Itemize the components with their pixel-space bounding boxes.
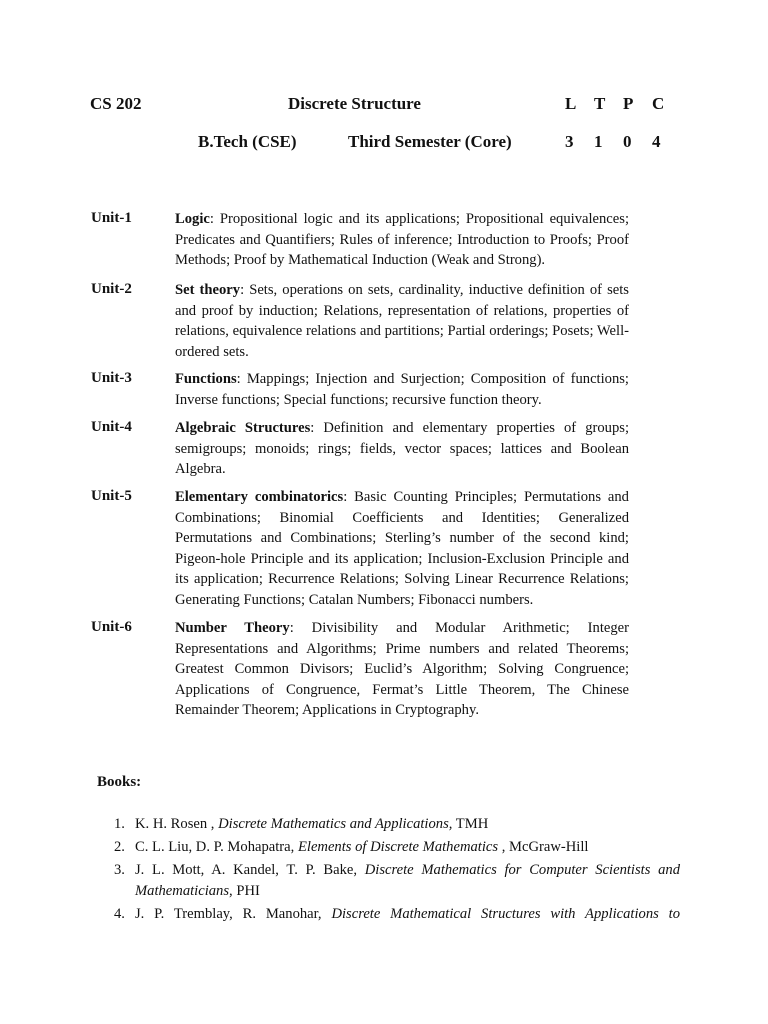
unit-topic-text: : Divisibility and Modular Arithmetic; Integer Representations and Algorithms; Prime numbers and related Theorems; Greatest Common Divisors; Euclid’s Algorithm; Solving Congruence; Applications of Congruence, Fermat’s Little Theorem, The Chinese Remainder Theorem; Applications in Cryptography. [175, 620, 629, 719]
book-item [114, 837, 680, 858]
book-authors: J. P. Tremblay, R. Manohar, [135, 906, 322, 922]
unit-description [175, 369, 629, 410]
book-authors: J. L. Mott, A. Kandel, T. P. Bake, [135, 862, 358, 878]
unit-topic-text: : Sets, operations on sets, cardinality, inductive definition of sets and proof by induction; Relations, representation of relations, properties of relations, equivalence relations and partitions; Partial orderings; Posets; Well-ordered sets. [175, 282, 629, 360]
semester-name: Third Semester (Core) [348, 132, 512, 151]
unit-description [175, 418, 629, 480]
book-title: Discrete Mathematics for Computer Scientists and Mathematicians [135, 862, 681, 899]
course-code: CS 202 [90, 94, 142, 113]
unit-topic: Logic [175, 211, 210, 227]
unit-topic: Algebraic Structures [175, 420, 311, 436]
book-number: 4. [114, 906, 125, 922]
ltpc-label-p: P [623, 94, 634, 113]
book-title: Discrete Mathematical Structures with Applications to [331, 906, 681, 922]
unit-topic: Number Theory [175, 620, 290, 636]
ltpc-value-p: 0 [623, 132, 632, 151]
book-item [114, 904, 680, 925]
course-title: Discrete Structure [288, 94, 421, 113]
book-title: Discrete Mathematics and Applications, [218, 816, 453, 832]
book-title: Elements of Discrete Mathematics [297, 839, 499, 855]
book-item [114, 814, 680, 835]
unit-label: Unit-2 [91, 281, 132, 297]
book-number: 2. [114, 839, 125, 855]
unit-topic: Functions [175, 371, 237, 387]
unit-description [175, 487, 629, 611]
ltpc-label-t: T [594, 94, 606, 113]
book-number: 1. [114, 816, 125, 832]
book-publisher: , PHI [229, 883, 260, 899]
unit-topic-text: : Definition and elementary properties of groups; semigroups; monoids; rings; fields, vector spaces; lattices and Boolean Algebra. [175, 420, 629, 478]
unit-label: Unit-4 [91, 419, 132, 435]
unit-label: Unit-3 [91, 370, 132, 386]
ltpc-value-l: 3 [565, 132, 574, 151]
unit-topic-text: : Basic Counting Principles; Permutations and Combinations; Binomial Coefficients and Identities; Generalized Permutations and Combinations; Sterling’s number of the second kind; Pigeon-hole Principle and its application; Inclusion-Exclusion Principle and its application; Recurrence Relations; Solving Linear Recurrence Relations; Generating Functions; Catalan Numbers; Fibonacci numbers. [175, 489, 629, 608]
unit-topic: Set theory [175, 282, 241, 298]
unit-description [175, 209, 629, 271]
unit-label: Unit-1 [91, 210, 132, 226]
ltpc-values [565, 132, 681, 152]
unit-label: Unit-5 [91, 488, 132, 504]
ltpc-value-c: 4 [652, 132, 661, 151]
unit-description [175, 280, 629, 362]
book-item [114, 860, 680, 902]
book-authors: C. L. Liu, D. P. Mohapatra, [135, 839, 295, 855]
ltpc-label-c: C [652, 94, 665, 113]
unit-topic-text: : Mappings; Injection and Surjection; Composition of functions; Inverse functions; Special functions; recursive function theory. [175, 371, 629, 408]
ltpc-labels [565, 94, 681, 114]
book-number: 3. [114, 862, 125, 878]
book-authors: K. H. Rosen , [135, 816, 215, 832]
ltpc-label-l: L [565, 94, 577, 113]
book-publisher: TMH [455, 816, 489, 832]
ltpc-value-t: 1 [594, 132, 603, 151]
unit-topic-text: : Propositional logic and its applications; Propositional equivalences; Predicates and Quantifiers; Rules of inference; Introduction to Proofs; Proof Methods; Proof by Mathematical Induction (Weak and Strong). [175, 211, 629, 269]
unit-topic: Elementary combinatorics [175, 489, 344, 505]
book-publisher: , McGraw-Hill [501, 839, 589, 855]
books-heading: Books: [97, 774, 142, 790]
unit-label: Unit-6 [91, 619, 132, 635]
unit-description [175, 618, 629, 721]
program-name: B.Tech (CSE) [198, 132, 297, 151]
